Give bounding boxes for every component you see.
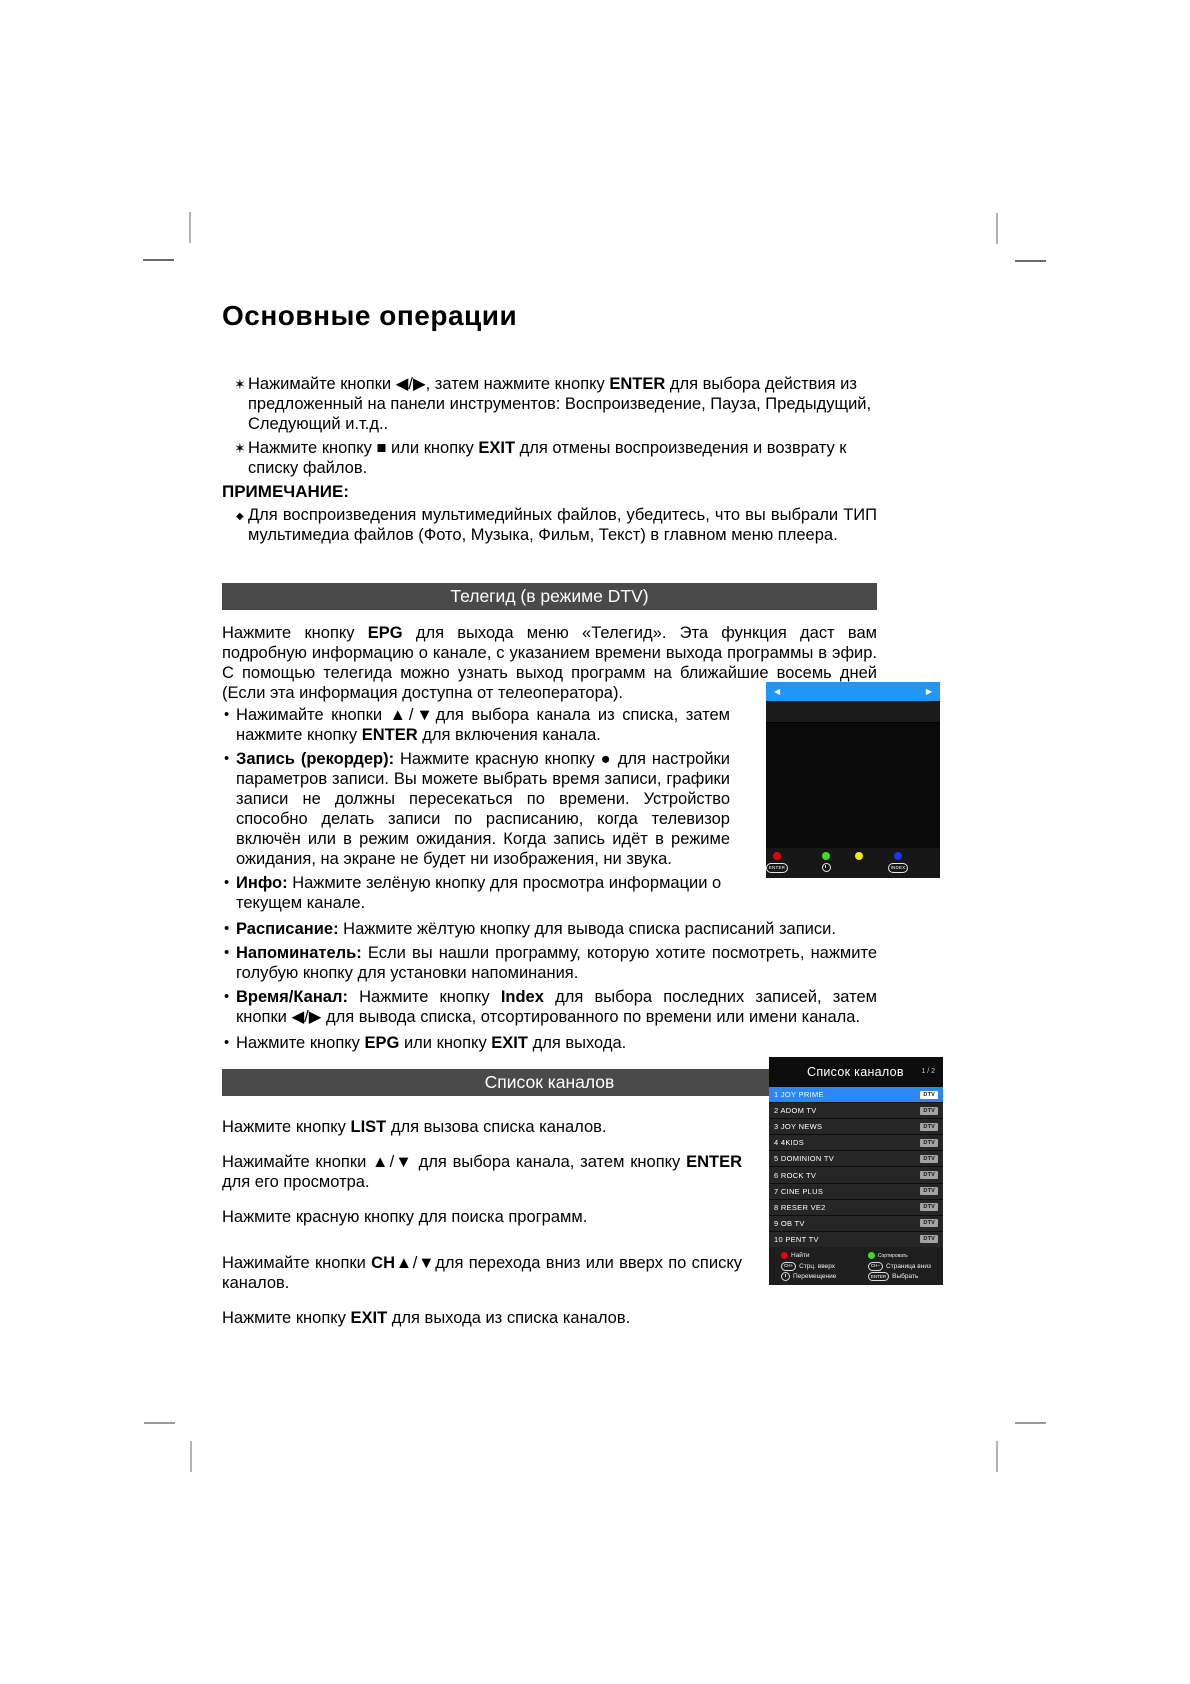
channel-name: 2 ADOM TV — [774, 1106, 817, 1116]
channel-type-badge: DTV — [920, 1155, 938, 1163]
nav-left-arrow-icon[interactable]: ◀ — [774, 687, 781, 696]
legend-item-select — [868, 1272, 939, 1281]
epg-color-key-red — [762, 852, 792, 873]
channel-name: 5 DOMINION TV — [774, 1154, 835, 1164]
epg-bullet-text: Запись (рекордер): Нажмите красную кнопку ● для настройки параметров записи. Вы можете выбрать время записи, графики записи не должны пересекаться по времени. Устройство способно делать записи по расписанию, когда телевизор включён или в режим ожидания. Когда запись идёт в режиме ожидания, на экране не будет ни изображения, ни звука. — [236, 750, 730, 868]
channel-name: 8 RESER VE2 — [774, 1202, 826, 1212]
epg-bullet — [222, 943, 877, 983]
channel-row[interactable] — [769, 1184, 943, 1199]
channel-type-badge: DTV — [920, 1091, 938, 1099]
note-heading: ПРИМЕЧАНИЕ: — [222, 482, 349, 501]
sort-dot-icon — [868, 1252, 875, 1259]
green-key-dot-icon — [822, 852, 830, 860]
channel-rows — [769, 1086, 943, 1247]
dot-bullet-icon: • — [224, 920, 230, 937]
legend-label: Найти — [791, 1252, 810, 1259]
legend-label: Перемещение — [793, 1273, 837, 1280]
section-header-channel-list: Список каналов — [222, 1069, 877, 1096]
channel-row[interactable] — [769, 1087, 943, 1102]
epg-bullet — [222, 705, 730, 745]
channel-name: 7 CINE PLUS — [774, 1186, 824, 1196]
list-paragraph: Нажмите красную кнопку для поиска программ. — [222, 1208, 588, 1226]
channel-row[interactable] — [769, 1232, 943, 1247]
epg-subheader-strip — [766, 701, 940, 723]
channel-row[interactable] — [769, 1200, 943, 1215]
crop-mark — [143, 259, 174, 261]
legend-item-sort — [868, 1251, 939, 1260]
dot-bullet-icon: • — [224, 706, 230, 723]
crop-mark — [1015, 260, 1046, 262]
crop-mark — [996, 213, 998, 244]
dot-bullet-icon: • — [224, 750, 230, 767]
remote-key-page-up[interactable]: CH+ — [781, 1262, 796, 1271]
channel-type-badge: DTV — [920, 1171, 938, 1179]
epg-bullet-text: Расписание: Нажмите жёлтую кнопку для вывода списка расписаний записи. — [236, 920, 836, 938]
channel-list-screenshot — [769, 1057, 943, 1285]
intro-bullet-text: Нажмите кнопку ■ или кнопку EXIT для отмены воспроизведения и возврату к списку файлов. — [248, 439, 847, 477]
red-key-dot-icon — [773, 852, 781, 860]
channel-name: 1 JOY PRIME — [774, 1090, 824, 1100]
epg-header-bar — [766, 682, 940, 701]
dot-bullet-icon: • — [224, 988, 230, 1005]
epg-bullet-text: Напоминатель: Если вы нашли программу, которую хотите посмотреть, нажмите голубую кнопку для установки напоминания. — [236, 944, 877, 982]
list-paragraph: Нажмите кнопку LIST для вызова списка каналов. — [222, 1118, 607, 1136]
find-dot-icon — [781, 1252, 788, 1259]
legend-item-find — [781, 1251, 868, 1260]
yellow-key-dot-icon — [855, 852, 863, 860]
legend-label: Стрц. вверх — [799, 1262, 836, 1270]
dot-bullet-icon: • — [224, 874, 230, 891]
epg-bullet — [222, 919, 877, 939]
crop-mark — [190, 1441, 192, 1472]
channel-row[interactable] — [769, 1119, 943, 1134]
channel-row[interactable] — [769, 1103, 943, 1118]
note-bullet — [222, 505, 877, 545]
channel-list-legend — [769, 1247, 943, 1285]
epg-bullet-text: Инфо: Нажмите зелёную кнопку для просмотра информации о текущем канале. — [236, 874, 722, 912]
legend-label: Страница вниз — [886, 1262, 931, 1270]
epg-bullet-text: Нажмите кнопку EPG или кнопку EXIT для выхода. — [236, 1034, 627, 1052]
channel-type-badge: DTV — [920, 1123, 938, 1131]
note-text: Для воспроизведения мультимедийных файлов, убедитесь, что вы выбрали ТИП мультимедиа файлов (Фото, Музыка, Фильм, Текст) в главном меню плеера. — [248, 506, 877, 544]
channel-name: 10 PENT TV — [774, 1234, 819, 1244]
page-indicator: 1 / 2 — [921, 1068, 935, 1075]
channel-type-badge: DTV — [920, 1235, 938, 1243]
star-bullet-icon: ✶ — [234, 376, 246, 392]
epg-intro-paragraph: Нажмите кнопку EPG для выхода меню «Телегид». Эта функция даст вам подробную информацию о канале, с указанием времени выхода программы в эфир. С помощью телегида можно узнать выход программ на ближайшие восемь дней (Если эта информация доступна от телеоператора). — [222, 624, 877, 702]
legend-item-page-up — [781, 1262, 868, 1271]
list-paragraph: Нажмите кнопку EXIT для выхода из списка каналов. — [222, 1309, 631, 1327]
dot-bullet-icon: • — [224, 944, 230, 961]
intro-bullet — [222, 374, 877, 434]
channel-type-badge: DTV — [920, 1219, 938, 1227]
epg-bullet-text: Нажимайте кнопки ▲/▼для выбора канала из списка, затем нажмите кнопку ENTER для включения канала. — [236, 706, 730, 744]
channel-row[interactable] — [769, 1167, 943, 1182]
crop-mark — [189, 212, 191, 243]
intro-bullet — [222, 438, 877, 478]
epg-color-key-yellow — [844, 852, 874, 860]
epg-bullet-text: Время/Канал: Нажмите кнопку Index для выбора последних записей, затем кнопки ◀/▶ для вывода списка, отсортированного по времени или имени канала. — [236, 988, 877, 1026]
list-paragraph: Нажимайте кнопки ▲/▼ для выбора канала, затем кнопку ENTER для его просмотра. — [222, 1153, 742, 1191]
legend-item-move — [781, 1272, 868, 1281]
channel-list-title: Список каналов — [807, 1064, 904, 1079]
epg-bullet — [222, 749, 730, 869]
epg-bullet — [222, 987, 877, 1027]
nav-circle-icon — [781, 1272, 790, 1281]
epg-bullet — [222, 1033, 877, 1053]
legend-label: Сортировать — [877, 1252, 908, 1259]
page-title: Основные операции — [222, 300, 518, 331]
epg-screenshot — [766, 682, 940, 878]
channel-list-header — [769, 1057, 943, 1086]
crop-mark — [144, 1422, 175, 1424]
legend-label: Выбрать — [892, 1273, 919, 1280]
remote-key-index[interactable]: INDEX — [888, 863, 909, 873]
epg-color-keys — [766, 848, 940, 878]
channel-name: 3 JOY NEWS — [774, 1122, 823, 1132]
section-header-epg: Телегид (в режиме DTV) — [222, 583, 877, 610]
remote-key-select[interactable]: ENTER — [868, 1272, 889, 1281]
channel-row[interactable] — [769, 1216, 943, 1231]
channel-type-badge: DTV — [920, 1203, 938, 1211]
remote-key-page-down[interactable]: CH− — [868, 1262, 883, 1271]
list-paragraph: Нажимайте кнопки CH▲/▼для перехода вниз или вверх по списку каналов. — [222, 1254, 742, 1292]
diamond-bullet-icon: ◆ — [236, 511, 244, 522]
blue-key-dot-icon — [894, 852, 902, 860]
remote-key-enter[interactable]: ENTER — [766, 863, 788, 873]
channel-name: 6 ROCK TV — [774, 1170, 817, 1180]
channel-type-badge: DTV — [920, 1187, 938, 1195]
legend-item-page-down — [868, 1262, 939, 1271]
intro-bullet-text: Нажимайте кнопки ◀/▶, затем нажмите кнопку ENTER для выбора действия из предложенный на панели инструментов: Воспроизведение, Пауза, Предыдущий, Следующий и.т.д.. — [248, 375, 872, 433]
nav-circle-icon — [822, 863, 831, 872]
epg-color-key-blue — [883, 852, 913, 873]
epg-bullet — [222, 873, 730, 913]
crop-mark — [1015, 1422, 1046, 1424]
dot-bullet-icon: • — [224, 1034, 230, 1051]
channel-row[interactable] — [769, 1151, 943, 1166]
crop-mark — [996, 1441, 998, 1472]
channel-type-badge: DTV — [920, 1107, 938, 1115]
channel-type-badge: DTV — [920, 1139, 938, 1147]
epg-color-key-green — [811, 852, 841, 872]
channel-name: 9 OB TV — [774, 1218, 805, 1228]
channel-row[interactable] — [769, 1135, 943, 1150]
nav-right-arrow-icon[interactable]: ▶ — [925, 687, 932, 696]
star-bullet-icon: ✶ — [234, 440, 246, 456]
channel-name: 4 4KIDS — [774, 1138, 805, 1148]
